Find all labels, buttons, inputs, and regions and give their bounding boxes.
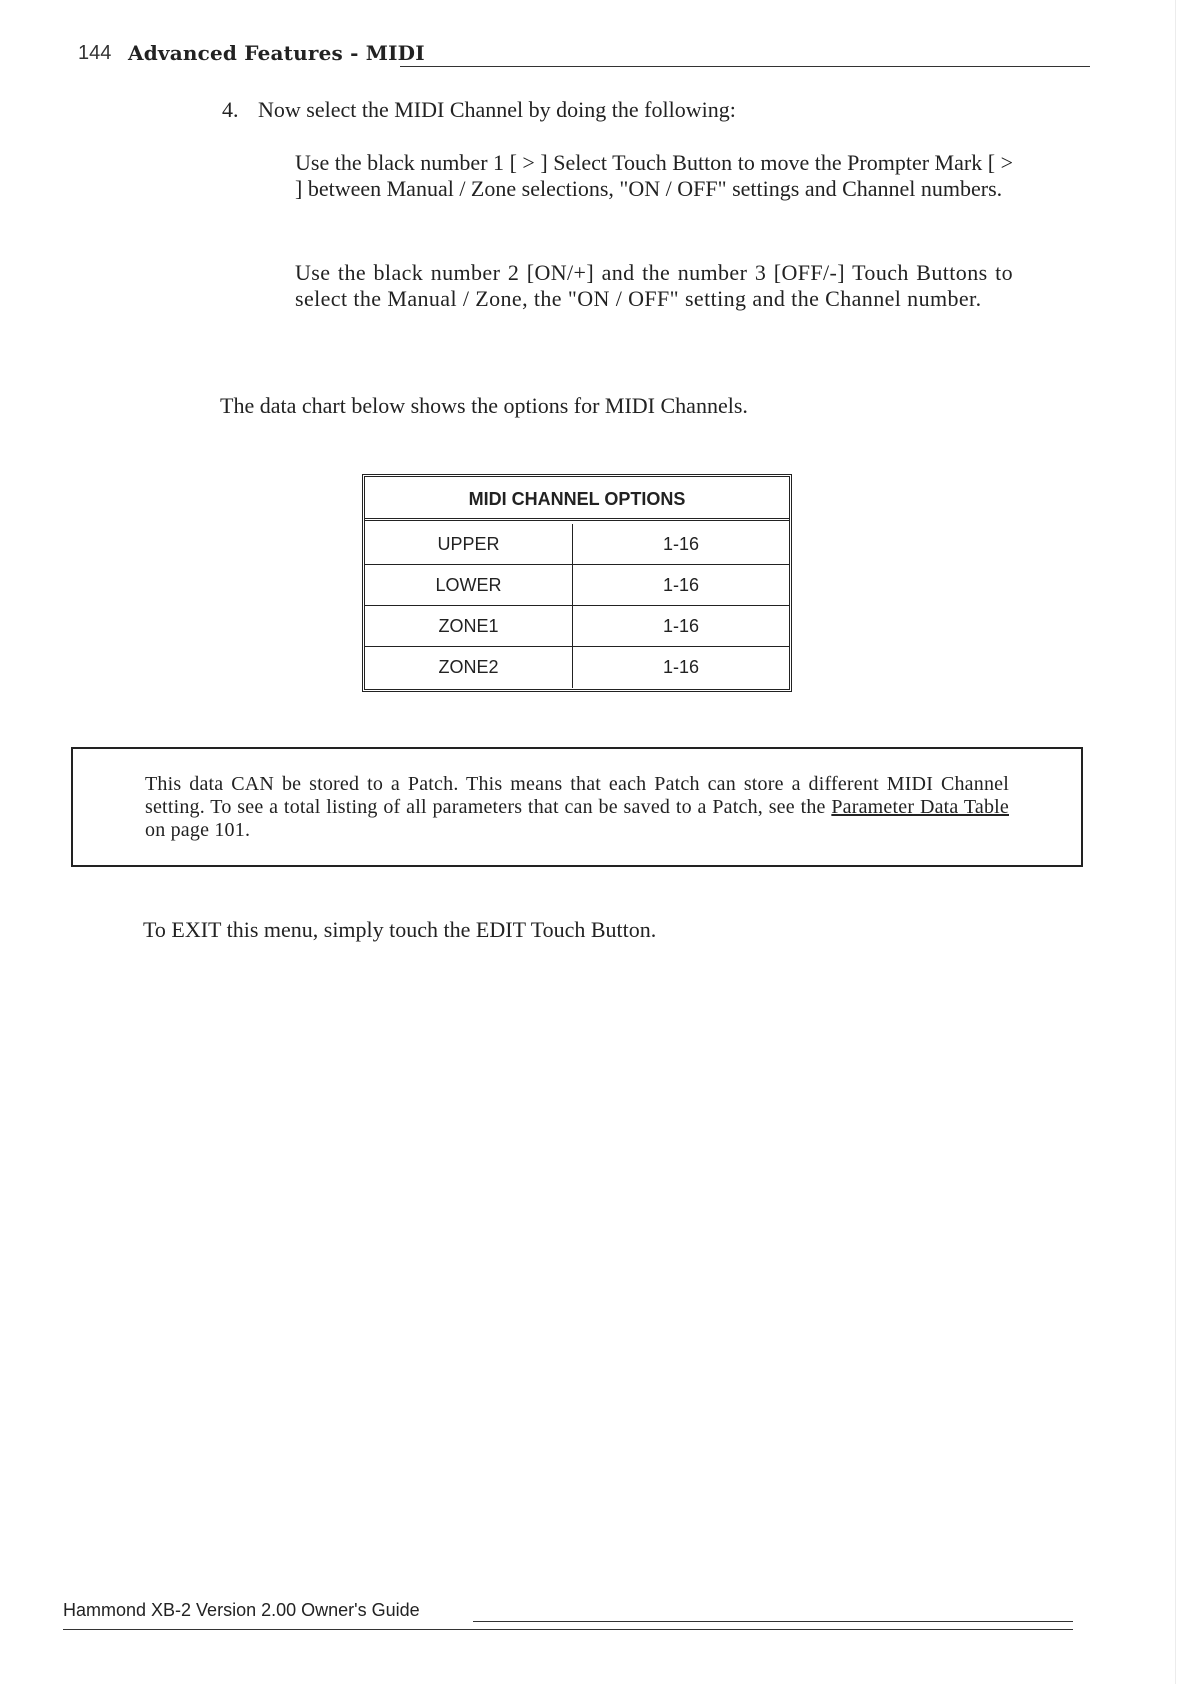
row-range: 1-16 [662, 657, 700, 677]
parameter-data-table-link[interactable]: Parameter Data Table [831, 796, 1009, 818]
page-header [78, 40, 1090, 70]
instruction-paragraph-2: Use the black number 2 [ON/+] and the number 3 [OFF/-] Touch Buttons to select the Manual / Zone, the "ON / OFF" setting and the Channel number. [295, 260, 1013, 311]
header-rule [400, 66, 1090, 67]
note-text [145, 773, 1009, 842]
table-title: MIDI CHANNEL OPTIONS [365, 477, 789, 521]
exit-instruction: To EXIT this menu, simply touch the EDIT Touch Button. [143, 917, 657, 942]
page-edge [1175, 0, 1176, 1684]
footer-rule [63, 1629, 1073, 1630]
step-text: Now select the MIDI Channel by doing the following: [258, 97, 736, 122]
page-footer [63, 1600, 1075, 1640]
table-row [365, 565, 789, 606]
step-number: 4. [222, 97, 239, 122]
page-number: 144 [78, 42, 112, 64]
table-body [365, 524, 789, 688]
footer-text: Hammond XB-2 Version 2.00 Owner's Guide [63, 1600, 420, 1620]
table-intro: The data chart below shows the options for MIDI Channels. [220, 393, 748, 418]
row-range: 1-16 [662, 616, 700, 636]
row-range: 1-16 [662, 534, 700, 554]
section-title: Advanced Features - MIDI [128, 41, 425, 65]
instruction-paragraph-1: Use the black number 1 [ > ] Select Touch Button to move the Prompter Mark [ > ] between Manual / Zone selections, "ON / OFF" settings and Channel numbers. [295, 150, 1013, 201]
table-row [365, 524, 789, 565]
midi-channel-options-table [362, 474, 792, 692]
row-name: ZONE1 [365, 606, 573, 647]
row-name: UPPER [365, 524, 573, 565]
note-box [71, 747, 1083, 867]
row-name: ZONE2 [365, 647, 573, 688]
row-range: 1-16 [662, 575, 700, 595]
note-text-before: This data CAN be stored to a Patch. This means that each Patch can store a different MIDI Channel setting. To see a total listing of all parameters that can be saved to a Patch, see the [145, 773, 1009, 818]
table-row [365, 606, 789, 647]
row-name: LOWER [365, 565, 573, 606]
step-4 [222, 97, 1042, 123]
note-text-after: on page 101. [145, 819, 251, 841]
table-row [365, 647, 789, 688]
footer-rule [473, 1621, 1073, 1622]
